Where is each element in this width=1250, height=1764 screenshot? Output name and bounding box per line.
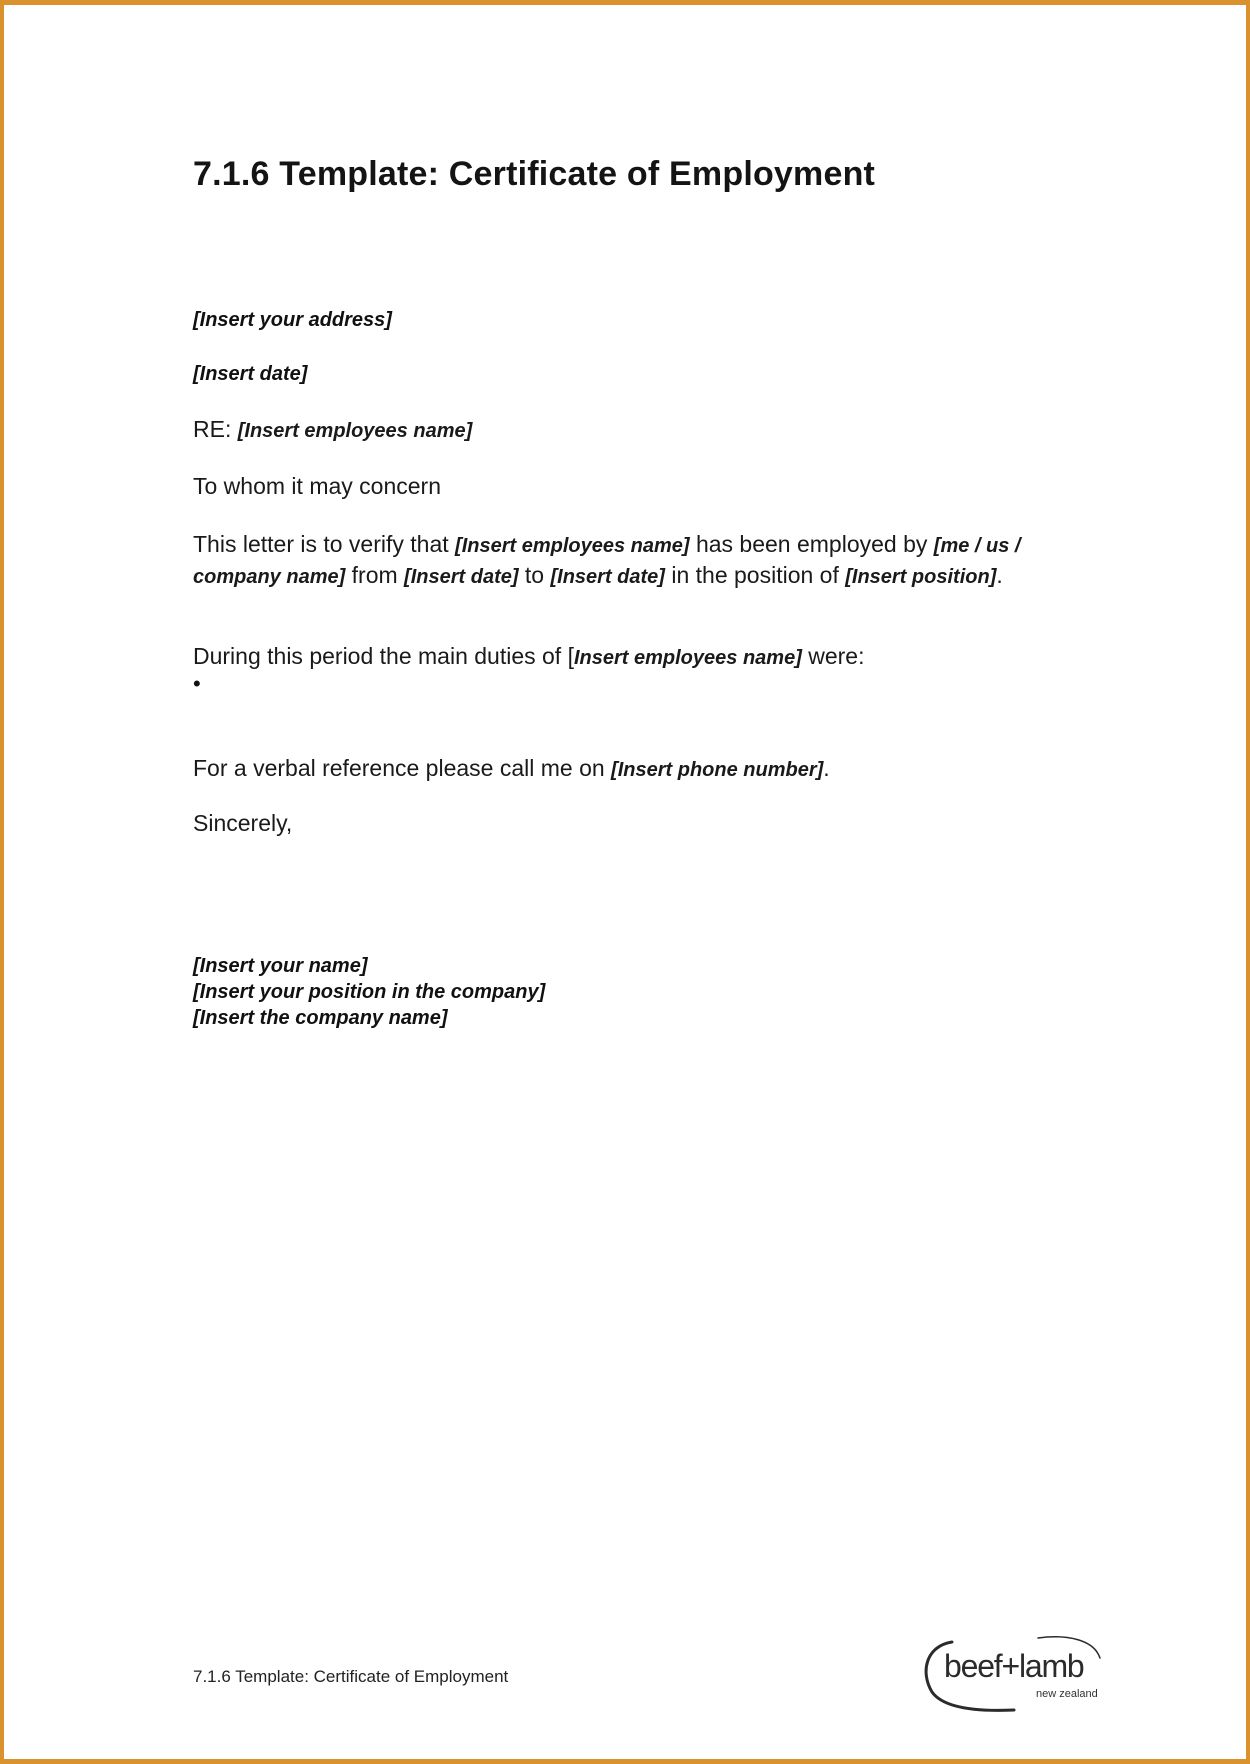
re-label: RE: [193, 416, 232, 442]
verification-paragraph [193, 530, 1061, 591]
re-line [193, 416, 472, 443]
signature-company: [Insert the company name] [193, 1007, 448, 1029]
verify-position-placeholder: [Insert position] [845, 565, 997, 588]
logo-subtitle: new zealand [1036, 1688, 1098, 1700]
verify-text-1: This letter is to verify that [193, 531, 456, 557]
logo-wordmark: beef+lamb [944, 1648, 1084, 1684]
footer-text: 7.1.6 Template: Certificate of Employment [193, 1667, 509, 1686]
signature-position: [Insert your position in the company] [193, 981, 546, 1003]
signature-name: [Insert your name] [193, 955, 368, 977]
verify-employer-placeholder: [me / us / company name] [193, 535, 1021, 588]
verbal-prefix: For a verbal reference please call me on [193, 755, 612, 781]
beef-lamb-logo [918, 1632, 1106, 1716]
verify-to-date-placeholder: [Insert date] [550, 565, 665, 588]
verify-text-5: in the position of [664, 561, 846, 588]
duties-prefix: During this period the main duties of [ [193, 643, 574, 669]
duties-line [193, 643, 865, 670]
re-employee-placeholder: [Insert employees name] [237, 420, 473, 442]
date-placeholder-text: [Insert date] [193, 363, 308, 385]
verify-text-4: to [518, 561, 551, 588]
address-placeholder [193, 309, 392, 332]
verbal-reference-line [193, 755, 830, 782]
salutation: To whom it may concern [193, 473, 441, 499]
duties-suffix: were: [801, 643, 865, 669]
date-placeholder [193, 363, 307, 386]
verify-text-6: . [996, 561, 1003, 588]
address-placeholder-text: [Insert your address] [193, 309, 392, 331]
page-title: 7.1.6 Template: Certificate of Employment [193, 155, 876, 193]
verify-from-date-placeholder: [Insert date] [404, 565, 519, 588]
phone-placeholder: [Insert phone number] [611, 759, 824, 781]
signature-block [193, 953, 545, 1031]
duties-employee-placeholder: Insert employees name] [573, 647, 802, 669]
duties-bullet: • [193, 671, 201, 696]
verify-text-2: has been employed by [689, 531, 934, 557]
verbal-suffix: . [823, 755, 830, 781]
closing: Sincerely, [193, 810, 293, 836]
verify-employee-placeholder: [Insert employees name] [455, 535, 690, 557]
verify-text-3: from [345, 561, 405, 588]
